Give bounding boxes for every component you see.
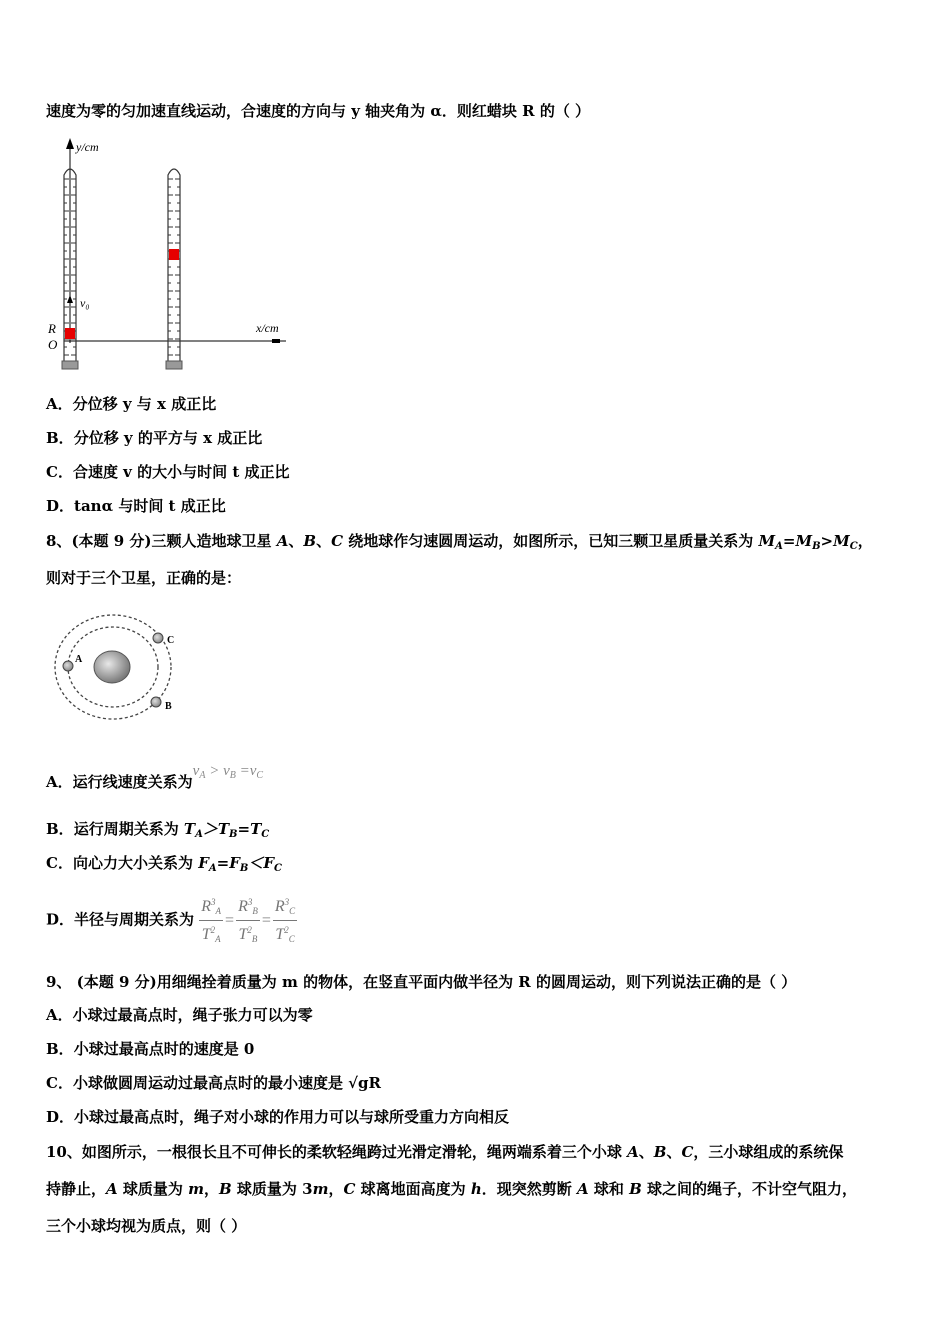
fraction-c: $\frac{R^3_C}{T^2_C}$ <box>273 893 297 948</box>
red-block-later <box>169 249 179 260</box>
velocity-relation: $v_A > v_B =v_C$ <box>192 763 264 781</box>
q9-stem: 9、 (本题 9 分)用细绳拴着质量为 m 的物体，在竖直平面内做半径为 R 的圆周运动，则下列说法正确的是（ ） <box>46 973 797 991</box>
satellite-a <box>63 661 73 671</box>
q9-option-d[interactable]: D．小球过最高点时，绳子对小球的作用力可以与球所受重力方向相反 <box>46 1108 510 1126</box>
q10-stem-line3: 三个小球均视为质点，则（ ） <box>46 1217 247 1235</box>
q10-stem-line2: 持静止，A 球质量为 m，B 球质量为 3m，C 球离地面高度为 h．现突然剪断 A 球和 B 球之间的绳子，不计空气阻力， <box>46 1180 858 1198</box>
satellite-c <box>153 633 163 643</box>
q8-stem-line2: 则对于三个卫星，正确的是： <box>46 569 242 587</box>
q7-option-b[interactable]: B．分位移 y 的平方与 x 成正比 <box>46 429 263 447</box>
q7-option-d[interactable]: D．tanα 与时间 t 成正比 <box>46 497 226 515</box>
fraction-b: $\frac{R^3_B}{T^2_B}$ <box>236 893 260 948</box>
q8-option-a[interactable]: A．运行线速度关系为$v_A > v_B =v_C$ <box>46 763 264 791</box>
tube-right <box>166 169 182 369</box>
q9-option-c[interactable]: C．小球做圆周运动过最高点时的最小速度是 √gR <box>46 1074 381 1092</box>
fraction-a: $\frac{R^3_A}{T^2_A}$ <box>199 893 223 948</box>
q7-option-c[interactable]: C．合速度 v 的大小与时间 t 成正比 <box>46 463 290 481</box>
q8-stem-line1: 8、(本题 9 分)三颗人造地球卫星 A、B、C 绕地球作匀速圆周运动，如图所示，已知三颗卫星质量关系为 $M_A=M_B>M_C$， <box>46 532 873 552</box>
mass-relation: $M_A=M_B>M_C$ <box>758 532 858 552</box>
x-axis-label: x/cm <box>256 321 279 335</box>
earth <box>94 651 130 683</box>
q7-option-a[interactable]: A．分位移 y 与 x 成正比 <box>46 395 217 413</box>
q7-figure-tubes <box>44 135 294 375</box>
q8-option-d[interactable]: D．半径与周期关系为 $\frac{R^3_A}{T^2_A}$ = $\frac{R^3_B}{T^2_B}$ = $\frac{R^3_C}{T^2_C}$ <box>46 893 297 948</box>
q9-option-a[interactable]: A．小球过最高点时，绳子张力可以为零 <box>46 1006 313 1024</box>
label-c: C <box>167 635 175 646</box>
label-a: A <box>75 654 83 665</box>
v0-label: v₀ <box>80 296 90 310</box>
period-relation: $T_A>T_B=T_C$ <box>183 820 270 840</box>
q10-stem-line1: 10、如图所示，一根很长且不可伸长的柔软轻绳跨过光滑定滑轮，绳两端系着三个小球 A、B、C，三小球组成的系统保 <box>46 1143 844 1161</box>
origin-label: O <box>48 337 58 352</box>
y-axis-label: y/cm <box>76 140 99 154</box>
x-axis-end <box>272 339 280 343</box>
q8-option-c[interactable]: C．向心力大小关系为 $F_A=F_B<F_C$ <box>46 854 282 874</box>
y-axis-arrow <box>66 138 74 149</box>
q8-figure-orbits <box>50 610 190 725</box>
label-b: B <box>165 701 172 712</box>
q9-option-b[interactable]: B．小球过最高点时的速度是 0 <box>46 1040 255 1058</box>
block-label: R <box>48 321 56 336</box>
q7-stem-tail: 速度为零的匀加速直线运动，合速度的方向与 y 轴夹角为 α．则红蜡块 R 的（ ） <box>46 102 591 120</box>
force-relation: $F_A=F_B<F_C$ <box>198 854 282 874</box>
q8-option-b[interactable]: B．运行周期关系为 $T_A>T_B=T_C$ <box>46 820 270 840</box>
red-block-start <box>65 328 75 339</box>
satellite-b <box>151 697 161 707</box>
